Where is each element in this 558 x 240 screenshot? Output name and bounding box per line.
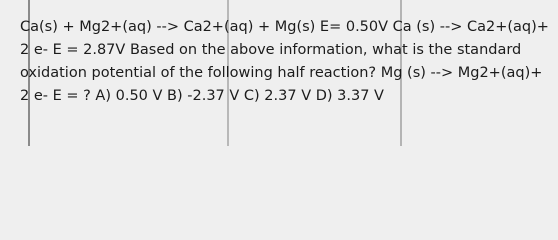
question-text: Ca(s) + Mg2+(aq) --> Ca2+(aq) + Mg(s) E= 0.50V Ca (s) --> Ca2+(aq)+ 2 e- E = 2.87V Based on the above information, what is the standard oxidation potential of the following half reaction? Mg (s) --> Mg2+(aq)+ 2 e- E = ? A) 0.50 V B) -2.37 V C) 2.37 V D) 3.37 V: [20, 19, 549, 104]
